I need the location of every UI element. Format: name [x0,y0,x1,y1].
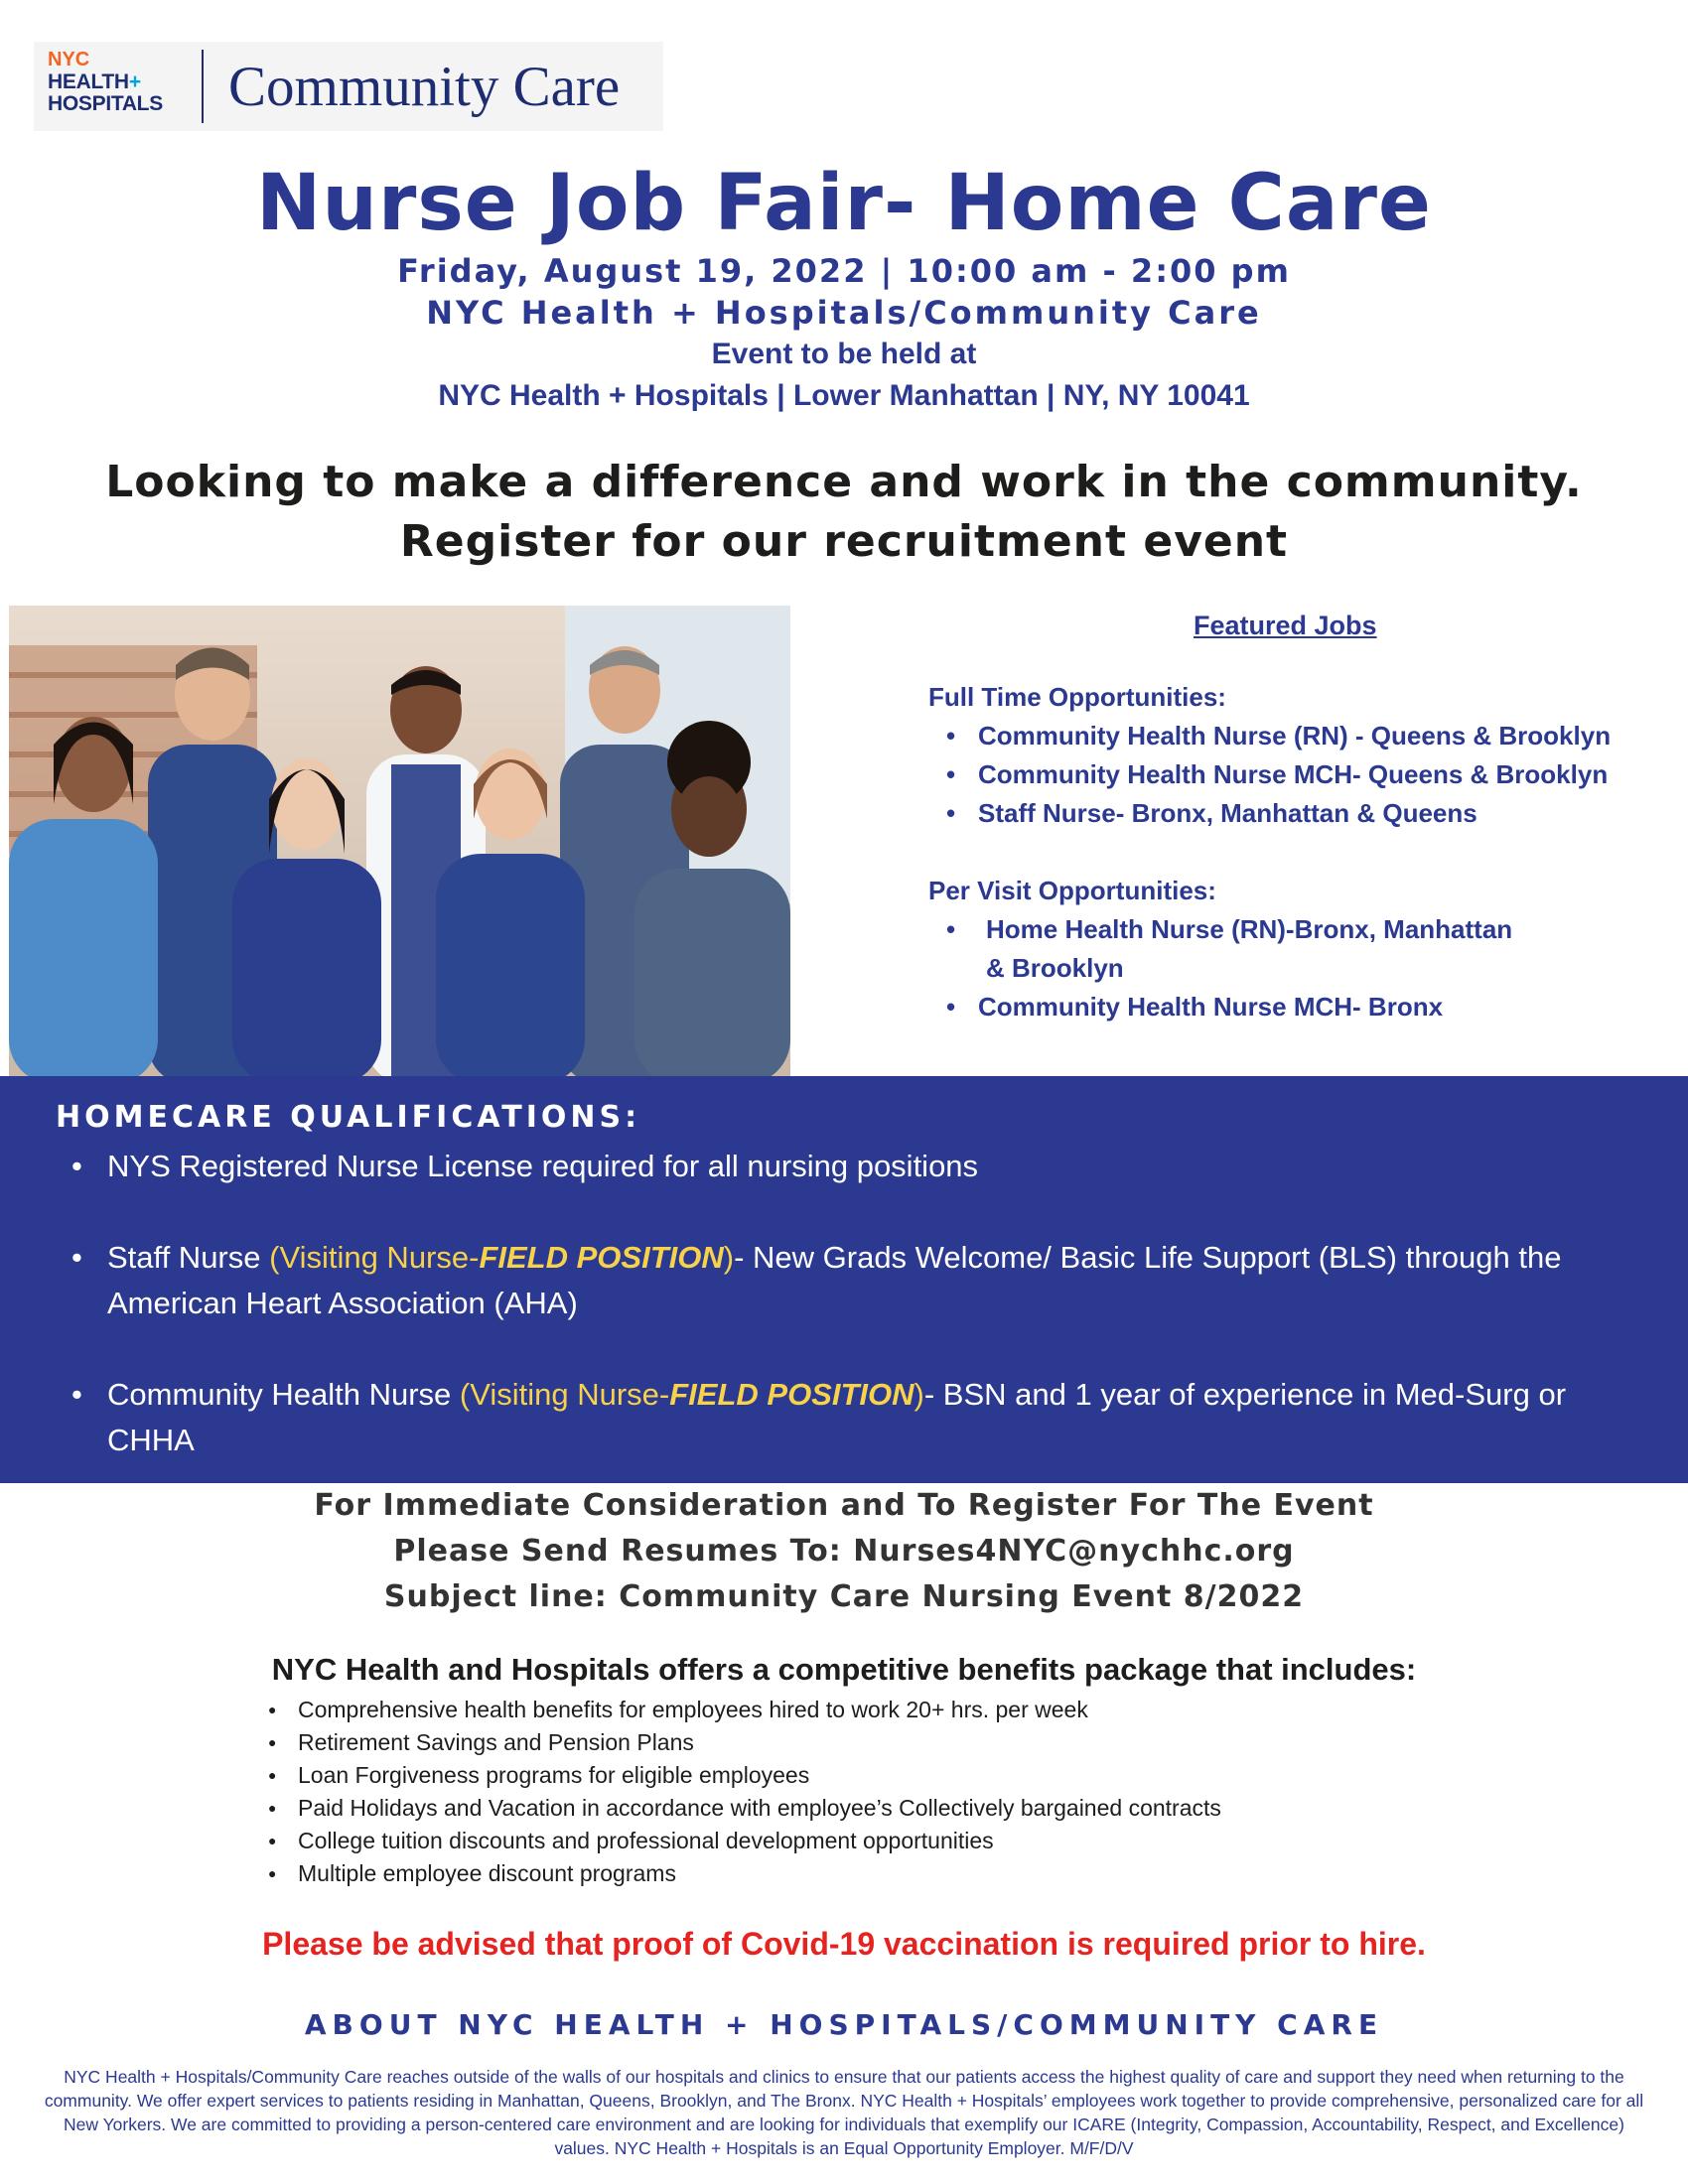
event-organization: NYC Health + Hospitals/Community Care [426,294,1262,332]
job-item: • Community Health Nurse MCH- Bronx [978,988,1534,1026]
logo-divider [202,50,204,123]
page-title: Nurse Job Fair- Home Care [256,159,1432,248]
job-item: • Community Health Nurse (RN) - Queens & Brooklyn [978,717,1663,755]
register-line1: For Immediate Consideration and To Register For The Event [314,1488,1374,1523]
full-time-list [928,717,1663,833]
job-item: • Staff Nurse- Bronx, Manhattan & Queens [978,794,1663,833]
logo-health-hospitals [48,71,163,115]
job-item: • Community Health Nurse MCH- Queens & Brooklyn [978,755,1663,794]
about-text: NYC Health + Hospitals/Community Care reaches outside of the walls of our hospitals and clinics to ensure that our patients access the highest quality of care and support they need when returning to the community. We offer expert services to patients residing in Manhattan, Queens, Brooklyn, and The Bronx. NYC Health + Hospitals’ employees work together to provide comprehensive, personalized care for all New Yorkers. We are committed to providing a person-centered care environment and are looking for individuals that exemplify our ICARE (Integrity, Compassion, Accountability, Respect, and Excellence) values. NYC Health + Hospitals is an Equal Opportunity Employer. M/F/D/V [44,2067,1644,2158]
qual-role: Staff Nurse [107,1240,270,1275]
benefits-list [298,1694,1489,1890]
logo-health-text: HEALTH [48,70,129,93]
qual-role: Community Health Nurse [107,1377,460,1412]
benefits-heading: NYC Health and Hospitals offers a competitive benefits package that includes: [271,1652,1417,1687]
event-location: NYC Health + Hospitals | Lower Manhattan | NY, NY 10041 [438,379,1250,412]
featured-jobs-heading: Featured Jobs [1194,611,1377,640]
register-subject-line: Subject line: Community Care Nursing Event 8/2022 [383,1579,1305,1614]
event-date-time: Friday, August 19, 2022 | 10:00 am - 2:00 pm [397,252,1291,290]
about-heading: ABOUT NYC HEALTH + HOSPITALS/COMMUNITY CARE [304,2008,1384,2041]
qualification-item [107,1372,1656,1463]
benefit-item: ● Paid Holidays and Vacation in accordance with employee’s Collectively bargained contracts [298,1792,1489,1825]
qual-visiting-note [460,1377,924,1412]
register-email-line: Please Send Resumes To: Nurses4NYC@nychhc.org [393,1534,1295,1569]
qualifications-list [107,1144,1656,1509]
qual-requirements: - New Grads Welcome/ Basic Life Support (BLS) through the American Heart Association (AHA) [107,1240,1562,1320]
visiting-close: ) [914,1377,924,1412]
logo-plus-text: + [128,70,141,93]
nurses-group-photo [9,606,790,1084]
full-time-label: Full Time Opportunities: [928,682,1226,712]
qualifications-heading: HOMECARE QUALIFICATIONS: [56,1100,641,1135]
job-item: • Home Health Nurse (RN)-Bronx, Manhattan & Brooklyn [978,910,1534,988]
tagline-line2: Register for our recruitment event [399,516,1289,567]
benefit-item: ● College tuition discounts and professional development opportunities [298,1825,1489,1857]
benefit-item: ● Loan Forgiveness programs for eligible employees [298,1759,1489,1792]
logo-community-care: Community Care [228,56,621,118]
qualification-item: • NYS Registered Nurse License required for all nursing positions [107,1144,1656,1189]
per-visit-label: Per Visit Opportunities: [928,876,1216,905]
visiting-text: (Visiting Nurse- [459,1377,670,1412]
field-position-text: FIELD POSITION [479,1240,724,1275]
logo-nyc-text: NYC [48,49,90,70]
qualification-item [107,1235,1656,1326]
qual-requirements: - BSN and 1 year of experience in Med-Surg or CHHA [107,1377,1567,1457]
logo-hospitals-text: HOSPITALS [48,92,163,115]
event-note: Event to be held at [711,338,977,370]
benefit-item: ● Multiple employee discount programs [298,1857,1489,1890]
benefit-item: ● Retirement Savings and Pension Plans [298,1726,1489,1759]
covid-notice: Please be advised that proof of Covid-19 vaccination is required prior to hire. [262,1926,1426,1962]
featured-jobs-list [928,678,1663,1065]
visiting-text: (Visiting Nurse- [269,1240,480,1275]
visiting-close: ) [723,1240,735,1275]
benefit-item: ● Comprehensive health benefits for employees hired to work 20+ hrs. per week [298,1694,1489,1726]
field-position-text: FIELD POSITION [669,1377,914,1412]
tagline-line1: Looking to make a difference and work in the community. [105,457,1583,507]
qual-visiting-note [269,1240,734,1275]
per-visit-list [928,910,1534,1026]
